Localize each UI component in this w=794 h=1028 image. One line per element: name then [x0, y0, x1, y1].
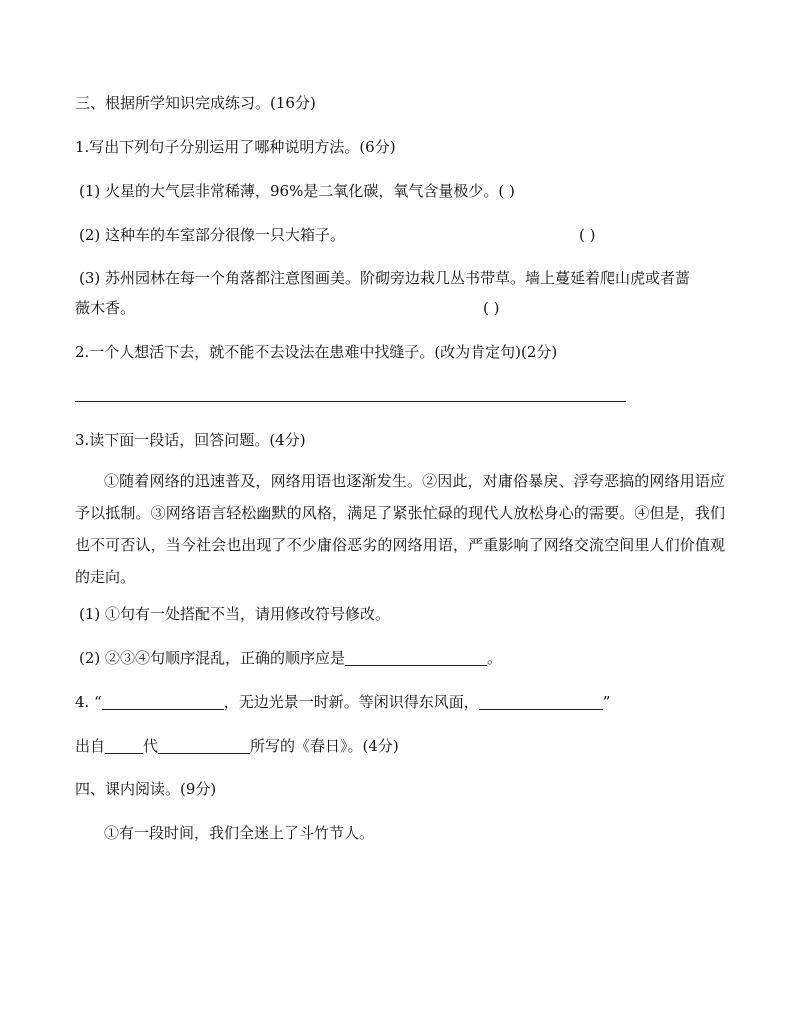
- q4-prefix: 4. “: [75, 693, 102, 711]
- q1-item-3-paren: ( ): [483, 299, 500, 317]
- q4-blank-author[interactable]: [158, 737, 250, 754]
- q1-item-3-line1: (3) 苏州园林在每一个角落都注意图画美。阶砌旁边栽几丛书带草。墙上蔓延着爬山虎或者蔷: [79, 269, 691, 287]
- q3-sub1: (1) ①句有一处搭配不当，请用修改符号修改。: [79, 605, 391, 623]
- section4-title: 四、课内阅读。(9分): [75, 780, 217, 798]
- q1-item-2-paren: ( ): [579, 226, 596, 244]
- q4-line2: [75, 735, 725, 757]
- q2-answer-line[interactable]: [75, 401, 626, 402]
- q4-blank-2[interactable]: [479, 693, 603, 710]
- q3-sub2-blank[interactable]: [345, 649, 487, 666]
- q1-item-3-line2: [75, 297, 725, 319]
- q4-suffix: ”: [602, 693, 611, 711]
- q4-line2-c: 所写的《春日》。(4分): [250, 737, 399, 755]
- q1-item-3-text2: 薇木香。: [75, 299, 136, 317]
- q1-item-2: [79, 224, 729, 246]
- section3-title: 三、根据所学知识完成练习。(16分): [75, 94, 316, 112]
- q3-sub2-suffix: 。: [487, 649, 503, 667]
- q4-middle: ，无边光景一时新。等闲识得东风面，: [223, 693, 479, 711]
- q4-blank-dynasty[interactable]: [105, 737, 143, 754]
- q4-blank-1[interactable]: [102, 693, 224, 710]
- q1-item-1: [79, 180, 729, 202]
- q3-prompt: 3.读下面一段话，回答问题。(4分): [75, 431, 306, 449]
- q3-passage: ①随着网络的迅速普及，网络用语也逐渐发生。②因此，对庸俗暴戾、浮夸恶搞的网络用语应予以抵制。③网络语言轻松幽默的风格，满足了紧张忙碌的现代人放松身心的需要。④但是，我们也不可否认，当今社会也出现了不少庸俗恶劣的网络用语，严重影响了网络交流空间里人们价值观的走向。: [75, 472, 725, 586]
- q1-prompt: 1.写出下列句子分别运用了哪种说明方法。(6分): [75, 138, 396, 156]
- q1-item-1-text: (1) 火星的大气层非常稀薄，96%是二氧化碳，氧气含量极少。: [79, 182, 499, 200]
- q1-item-1-paren: ( ): [498, 182, 515, 200]
- q4-line1: [75, 691, 725, 713]
- q4-line2-b: 代: [143, 737, 159, 755]
- q1-item-2-text: (2) 这种车的车室部分很像一只大箱子。: [79, 226, 346, 244]
- q3-sub2: [79, 647, 729, 669]
- q2-prompt: 2.一个人想活下去，就不能不去设法在患难中找缝子。(改为肯定句)(2分): [75, 343, 558, 361]
- q4-line2-a: 出自: [75, 737, 106, 755]
- q3-sub2-prefix: (2) ②③④句顺序混乱，正确的顺序应是: [79, 649, 346, 667]
- section4-p1: ①有一段时间，我们全迷上了斗竹节人。: [104, 824, 375, 842]
